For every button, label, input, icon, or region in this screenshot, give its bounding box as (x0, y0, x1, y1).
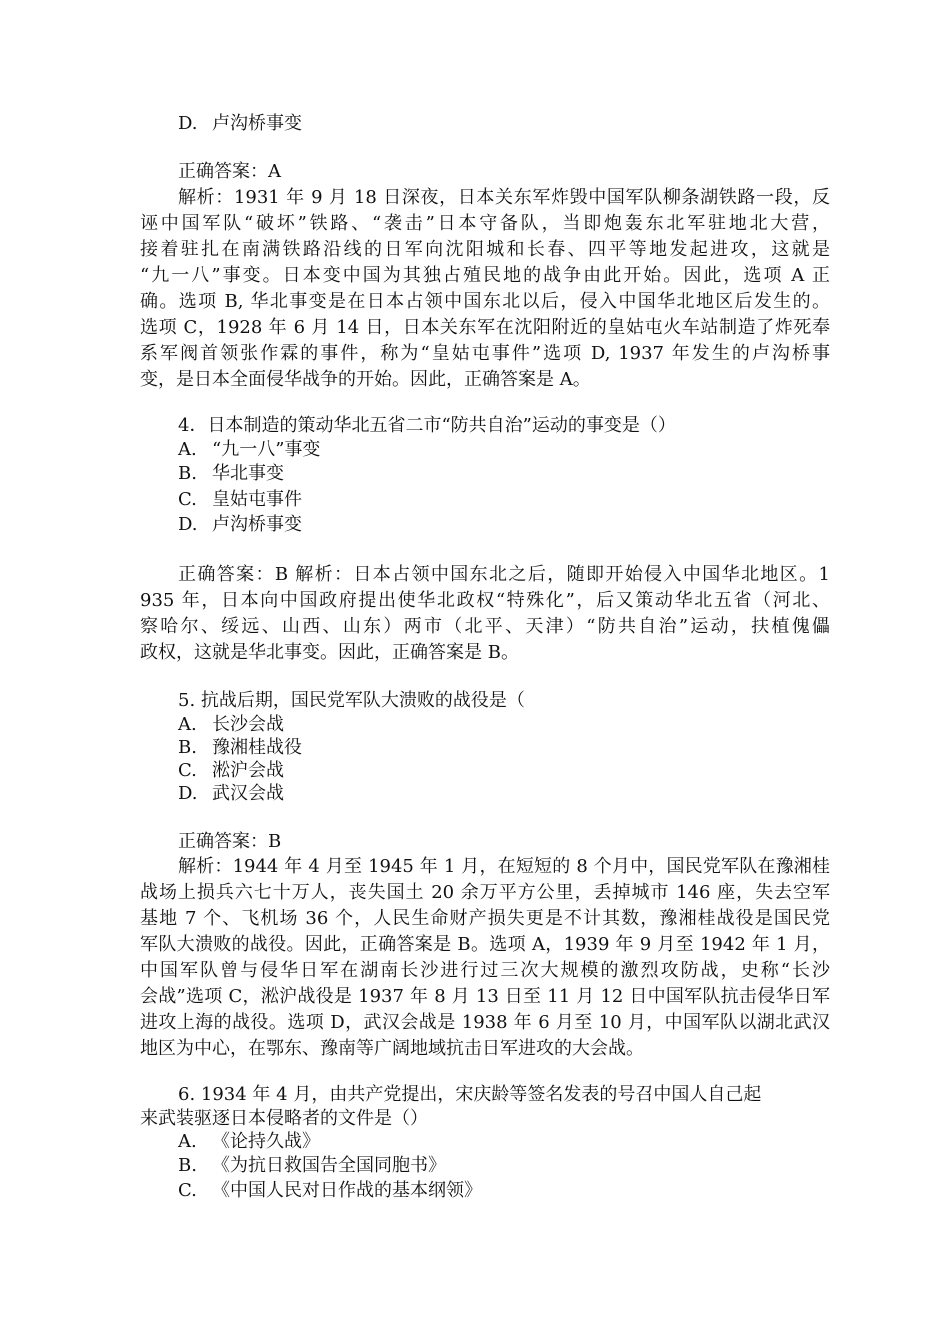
q3-analysis-line: 选项 C，1928 年 6 月 14 日，日本关东军在沈阳附近的皇姑屯火车站制造了炸死奉 (140, 317, 830, 338)
q3-analysis-line: 系军阀首领张作霖的事件，称为“皇姑屯事件”选项 D, 1937 年发生的卢沟桥事 (140, 343, 830, 364)
q5-option-d (178, 782, 284, 806)
option-label: B. (178, 737, 197, 758)
option-text: 华北事变 (212, 463, 284, 484)
q4-analysis-line: 935 年，日本向中国政府提出使华北政权“特殊化”，后又策动华北五省（河北、 (140, 590, 830, 611)
q5-analysis-line: 地区为中心，在鄂东、豫南等广阔地域抗击日军进攻的大会战。 (140, 1038, 644, 1059)
q5-analysis-line: 基地 7 个、飞机场 36 个，人民生命财产损失更是不计其数，豫湘桂战役是国民党 (140, 908, 830, 929)
q4-analysis-line: 正确答案：B 解析：日本占领中国东北之后，随即开始侵入中国华北地区。1 (178, 564, 830, 585)
option-text: 卢沟桥事变 (212, 514, 302, 535)
option-text: 卢沟桥事变 (212, 113, 302, 134)
option-text: 《中国人民对日作战的基本纲领》 (212, 1180, 482, 1201)
option-text: 《论持久战》 (212, 1131, 320, 1152)
q6-question-line: 6. 1934 年 4 月，由共产党提出，宋庆龄等签名发表的号召中国人自己起 (178, 1084, 762, 1105)
q5-analysis-line: 会战”选项 C，淞沪战役是 1937 年 8 月 13 日至 11 月 12 日中国军队抗击侵华日军 (140, 986, 830, 1007)
q5-answer: 正确答案：B (178, 831, 282, 852)
q6-question-line: 来武装驱逐日本侵略者的文件是（） (140, 1108, 428, 1129)
q5-option-b (178, 736, 302, 760)
option-label: B. (178, 1155, 197, 1176)
option-label: B. (178, 463, 197, 484)
option-label: D. (178, 783, 198, 804)
option-text: 武汉会战 (212, 783, 284, 804)
q3-analysis-line: 解析：1931 年 9 月 18 日深夜，日本关东军炸毁中国军队柳条湖铁路一段，反 (178, 187, 830, 208)
option-label: A. (178, 714, 197, 735)
q3-analysis-line: “九一八”事变。日本变中国为其独占殖民地的战争由此开始。因此，选项 A 正 (140, 265, 830, 286)
q6-option-a (178, 1130, 320, 1154)
q3-analysis-line: 变，是日本全面侵华战争的开始。因此，正确答案是 A。 (140, 369, 591, 390)
option-text: 淞沪会战 (212, 760, 284, 781)
option-text: “九一八”事变 (212, 439, 321, 460)
q6-option-b (178, 1154, 446, 1178)
q5-option-c (178, 759, 284, 783)
option-label: D. (178, 514, 198, 535)
q3-analysis-line: 接着驻扎在南满铁路沿线的日军向沈阳城和长春、四平等地发起进攻，这就是 (140, 239, 830, 260)
q4-option-a (178, 438, 320, 462)
q5-analysis-line: 军队大溃败的战役。因此，正确答案是 B。选项 A，1939 年 9 月至 1942 年 1 月， (140, 934, 830, 955)
option-text: 皇姑屯事件 (212, 489, 302, 510)
option-label: A. (178, 1131, 197, 1152)
option-text: 豫湘桂战役 (212, 737, 302, 758)
option-label: C. (178, 760, 197, 781)
q4-option-b (178, 462, 284, 486)
q3-analysis-line: 确。选项 B, 华北事变是在日本占领中国东北以后，侵入中国华北地区后发生的。 (140, 291, 830, 312)
option-text: 《为抗日救国告全国同胞书》 (212, 1155, 446, 1176)
q5-question: 5. 抗战后期，国民党军队大溃败的战役是（ (178, 690, 525, 711)
q5-option-a (178, 713, 284, 737)
option-label: A. (178, 439, 197, 460)
q4-option-c (178, 488, 302, 512)
q5-analysis-line: 中国军队曾与侵华日军在湖南长沙进行过三次大规模的激烈攻防战，史称“长沙 (140, 960, 830, 981)
option-label: D. (178, 113, 198, 134)
q5-analysis-line: 进攻上海的战役。选项 D，武汉会战是 1938 年 6 月至 10 月，中国军队以湖北武汉 (140, 1012, 830, 1033)
q4-option-d (178, 513, 302, 537)
option-label: C. (178, 489, 197, 510)
q5-analysis-line: 解析：1944 年 4 月至 1945 年 1 月，在短短的 8 个月中，国民党军队在豫湘桂 (178, 856, 830, 877)
q4-question: 4．日本制造的策动华北五省二市“防共自治”运动的事变是（） (178, 415, 676, 436)
q5-analysis-line: 战场上损兵六七十万人，丧失国土 20 余万平方公里，丢掉城市 146 座，失去空军 (140, 882, 830, 903)
q6-option-c (178, 1179, 482, 1203)
q3-analysis-line: 诬中国军队“破坏”铁路、“袭击”日本守备队，当即炮轰东北军驻地北大营， (140, 213, 830, 234)
option-text: 长沙会战 (212, 714, 284, 735)
q4-analysis-line: 政权，这就是华北事变。因此，正确答案是 B。 (140, 642, 519, 663)
q3-answer: 正确答案：A (178, 161, 281, 182)
q4-analysis-line: 察哈尔、绥远、山西、山东）两市（北平、天津）“防共自治”运动，扶植傀儡 (140, 616, 830, 637)
option-label: C. (178, 1180, 197, 1201)
q3-option-d (178, 112, 302, 136)
